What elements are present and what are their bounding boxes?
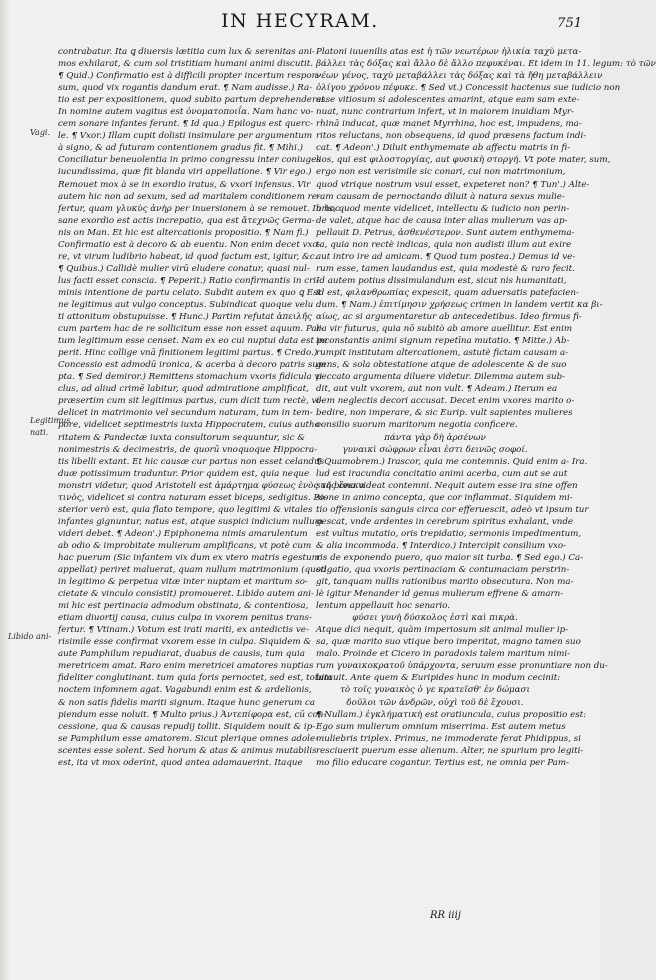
text-line: Platoni iuuenilis atas est ἡ τῶν νεωτέρων ἡλικία ταχὺ μετα- <box>316 47 582 57</box>
text-line: ram causam de pernoctando diluit à natura sexus mulie- <box>316 191 565 202</box>
text-line: sum, quod vix rogantis dandum erat. ¶ Nam audisse.) Ra- <box>58 83 313 94</box>
text-line: sa, quæ marito suo vtique bero imperitat, magno tamen suo <box>316 637 581 648</box>
text-line: aut intro ire ad amicam. ¶ Quod tum postea.) Demus id ve- <box>316 251 576 262</box>
text-line: le. ¶ Vxor.) Illam cupit dolisti insimulare per argumentum <box>58 131 313 142</box>
text-line: sane exordio est actis increpatio, qua est ἄτεχνῶς Germa- <box>58 215 315 226</box>
text-line: esse vitiosum si adolescentes amarint, atque eam sam exte- <box>316 95 580 106</box>
text-line: Confirmatio est à decoro & ab euentu. Non enim decet vxo- <box>58 239 321 250</box>
text-line: nonimestris & decimestris, de quorū vnoquoque Hippocra- <box>58 444 318 455</box>
text-line: rhinā inducat, quæ manet Myrrhina, hoc est, impudens, ma- <box>316 119 582 130</box>
margin-note-legitimus: Legitimus <box>30 416 71 425</box>
text-line: clus, ad aliud crimē labitur, quod admiratione amplificat, <box>58 384 309 395</box>
text-line: tio est per expositionem, quod subito partum deprehenderat. <box>58 95 328 106</box>
text-line: monstri videtur, quod Aristoteli est ἀμάρτημα φύσεως ἑνὸς τῆς ἕνεκα <box>58 480 365 491</box>
text-line: meretricem amat. Raro enim meretricei amatores nuptias <box>58 661 314 672</box>
text-line: ritos reluctans, non obsequens, id quod præsens factum indi- <box>316 131 587 142</box>
text-line: ¶ Quibus.) Callidè mulier virū eludere conatur, quasi nul- <box>58 263 310 274</box>
text-line: nis on Man. Et hic est altercationis propositio. ¶ Nam fi.) <box>58 227 309 238</box>
text-line: ris de exponendo puero, quo maior sit turba. ¶ Sed ego.) Ca- <box>316 552 584 563</box>
text-line: minis intentione de partu celato. Subdit autem ex quo ꝗ Est <box>58 287 322 298</box>
text-line: cum partem hac de re sollicitum esse non esset aquum. Par- <box>58 324 324 335</box>
page-header <box>0 10 600 40</box>
text-line: ¶ Quid.) Confirmatio est à difficili propter incertum respon- <box>58 71 321 82</box>
text-line: etiam diuortij causa, cuius culpa in vxorem penitus trans- <box>58 613 312 624</box>
text-line: dum. ¶ Nam.) ἐπιτίμησιν χρήσεως crimen in landem vertit κα βι- <box>316 299 603 310</box>
text-line: Atque dici nequit, quàm imperiosum sit animal mulier ip- <box>316 625 569 636</box>
text-line: lus facti esset conscia. ¶ Peperit.) Ratio confirmantis in cri- <box>58 275 319 286</box>
text-line: in legitimo & perpetua vitæ inter nuptam et maritum so- <box>58 577 308 588</box>
text-line: Remouet mox à se in exordio iratus, & vxori infensus. Vir <box>58 179 311 190</box>
text-line: fertur. ¶ Vtinam.) Votum est irati mariti, ex antedictis ve- <box>58 625 309 636</box>
text-line: lentum appellauit hoc senario. <box>316 601 451 612</box>
text-line: re, vt virum ludibrio habeat, id quod factum est, igitur, &c. <box>58 251 318 262</box>
text-line: stigatio, qua vxoris pertinaciam & contumaciam perstrin- <box>316 565 570 576</box>
text-line: γυναικὶ σώφρων εἶναι ἐστι δεινῶς σοφοί. <box>342 444 528 455</box>
text-line: noctem infomnem agat. Vagabundi enim est & ardelionis, <box>58 685 312 696</box>
text-line: rumpit institutam altercationem, astutè fictam causam a- <box>316 348 569 359</box>
text-line: cem sonare infantes ferunt. ¶ Id qua.) Epilogus est querc- <box>58 119 313 130</box>
commentary-column-left <box>58 46 365 946</box>
text-line: hac puerum (Sic infantem vix dum ex vtero matris egestum <box>58 552 320 563</box>
text-line: ¶ Quamobrem.) Irascor, quia me contemnis. Quid enim a- Ira. <box>316 456 588 467</box>
text-line: mi hic est pertinacia admodum obstinata, & contentiosa, <box>58 601 309 612</box>
text-line: & non satis fidelis mariti signum. Itaque hunc generum ca <box>58 697 316 708</box>
text-line: Id autem potius dissimulandum est, sicut nis humanitati, <box>316 275 567 286</box>
text-line: Concessio est admodū ironica, & acerba à decoro patris sum <box>58 360 327 371</box>
text-line: In nomine autem vagitus est ὀνοματοποιΐα. Nam hanc vo- <box>58 107 314 118</box>
text-line: cessione, qua & causas repudij tollit. Siquidem nouit & ip- <box>58 721 316 732</box>
text-line: ab odio & improbitate mulierum amplificans, vt potè cum <box>58 540 312 551</box>
page-number: 751 <box>557 16 582 31</box>
text-line: præsertim cum sit legitimus partus, cum dicit tum rectè, vi- <box>58 396 323 407</box>
text-line: git, tanquam nullis rationibus marito obsecutura. Non ma- <box>316 577 574 588</box>
text-line: aute Pamphilum repudiarat, duabus de causis, tum quia <box>58 649 305 660</box>
text-line: Ego sum mulierum omnium miserrima. Est autem metus <box>316 721 566 732</box>
text-line: δοῦλοι τῶν ἀνδρῶν, οὐχὶ τοῦ δὲ ἔχουσι. <box>346 697 524 708</box>
text-line: τὸ τοῖς γυναικὸς ὁ γε κρατεῖσθ' ἐν δώμασι <box>340 685 530 696</box>
text-line: tum legitimum esse censet. Nam ex eo cui nuptui data est pe <box>58 336 328 347</box>
text-line: pta. ¶ Sed demiror.) Remittens stomachum vxoris fidicula vi <box>58 372 323 383</box>
running-head: IN HECYRAM. <box>221 10 379 32</box>
text-line: ¶ Nullam.) ἐγκλήματικὴ est oratiuncula, cuius propositio est: <box>316 709 587 720</box>
text-line: piendum esse noluit. ¶ Multo prius.) Ἀντεπίφορα est, cū con- <box>58 709 327 720</box>
text-line: pellauit D. Petrus, ἀσθενέστερον. Sunt autem enthymema- <box>316 227 575 238</box>
text-line: bedire, non imperare, & sic Eurip. vult sapientes mulieres <box>316 408 573 419</box>
text-line: πάντα γὰρ δὴ ἀρσένων <box>384 432 486 443</box>
text-line: scentes esse solent. Sed horum & atas & animus mutabilis <box>58 745 317 756</box>
text-line: sua bona videat contemni. Nequit autem esse ira sine offen <box>316 480 578 491</box>
text-line: mos exhilarat, & cum sol tristitiam humani animi discutit. <box>58 59 314 70</box>
text-line: & alia incommoda. ¶ Interdico.) Intercipit consilium vxo- <box>316 540 567 551</box>
text-line: ne legitimus aut vulgo conceptus. Subindicat quoque velu <box>58 299 314 310</box>
margin-note-vagitus: Vagi. <box>30 128 51 137</box>
text-line: est, ita vt mox oderint, quod antea adamauerint. Itaque <box>58 757 303 768</box>
text-line: gescat, vnde ardentes in cerebrum spiritus exhalant, vnde <box>316 516 574 527</box>
text-line: contrabatur. Ita ꝗ diuersis lætitia cum lux & serenitas ani- <box>58 47 315 57</box>
text-line: mo filio educare cogantur. Tertius est, ne omnia per Pam- <box>316 757 570 768</box>
text-line: ti attonitum obstupuisse. ¶ Hunc.) Partim refutat ἀπειλῆς <box>58 312 312 323</box>
text-line: est vultus mutatio, oris trepidatio, sermonis impedimentum, <box>316 528 582 539</box>
text-line: cat. ¶ Adeon'.) Diluit enthymemate ab affectu matris in fi- <box>316 143 571 154</box>
text-line: risimile esse confirmat vxorem esse in culpa. Siquidem & <box>58 637 312 648</box>
commentary-column-right <box>316 46 656 946</box>
text-line: autem hic non ad sexum, sed ad maritalem conditionem re- <box>58 191 320 202</box>
text-line: ergo non est verisimile sic conari, cui non matrimonium, <box>316 167 566 178</box>
text-line: videri debet. ¶ Adeon'.) Epiphonema nimis amarulentum <box>58 528 308 539</box>
text-line: gens, & sola obtestatione atque de adolescente & de suo <box>316 360 567 371</box>
text-line: dit, aut vult vxorem, aut non vult. ¶ Adeam.) Iterum ea <box>316 384 558 395</box>
text-line: muliebris triplex. Primus, ne immoderate ferat Phidippus, si <box>316 733 582 744</box>
text-line: peccato argumenta diluere videtur. Dilemma autem sub- <box>316 372 566 383</box>
text-line: lè igitur Menander id genus mulierum effrene & amarn- <box>316 589 564 600</box>
text-line: φύσει γυνὴ δύσκολος ἐστὶ καὶ πικρὰ. <box>352 613 518 624</box>
text-line: à signo, & ad futuram contentionem gradus fit. ¶ Mihi.) <box>58 143 304 154</box>
text-line: de valet, atque hac de causa inter alias mulierum vas ap- <box>316 215 568 226</box>
text-line: cietate & vinculo consistit) promoueret. Libido autem ani- <box>58 589 314 600</box>
text-line: duæ potissimum traduntur. Prior quidem est, quia neque <box>58 468 310 479</box>
text-line: tio offensionis sanguis circa cor efferuescit, adeò vt ipsum tur <box>316 504 589 515</box>
text-line: nuat, nunc contrarium infert, vt in maiorem inuidiam Myr- <box>316 107 574 118</box>
text-line: βάλλει τὰς δόξας καὶ ἄλλο δὲ ἄλλο πεφυκέναι. Et idem in 11. legum: τὸ τῶν <box>316 59 656 70</box>
text-line: ta, quia non rectè indicas, quia non audisti illum aut exire <box>316 239 572 250</box>
text-line: ὀλίγου χρόνου πέφυκε. ¶ Sed vt.) Concessit hactenus sue iudicio non <box>316 83 621 94</box>
text-line: ritatem & Pandectæ iuxta consultorum sequuntur, sic & <box>58 432 305 443</box>
page-edge-shadow <box>0 0 10 980</box>
text-line: fertur, quam γλυκὺς ἀνὴρ per inuersionem à se remouet. In hoc <box>58 203 340 214</box>
text-line: bitauit. Ante quem & Euripides hunc in modum cecinit: <box>316 673 561 684</box>
text-line: delicet in matrimonio vel secundum naturam, tum in tem- <box>58 408 313 419</box>
text-line: id est, φιλανθρωπίας expescit, quam aduersatis patefacien- <box>316 287 579 298</box>
text-line: dem neglectis decori accusat. Decet enim vxores marito o- <box>316 396 575 407</box>
text-line: sione in animo concepta, que cor inflammat. Siquidem mi- <box>316 492 573 503</box>
text-line: se Pamphilum esse amatorem. Sicut plerique omnes adole- <box>58 733 319 744</box>
text-line: lud est iracundia concitatio animi acerba, cum aut se aut <box>316 468 568 479</box>
margin-note-nati: nati. <box>30 428 49 437</box>
text-line: inconstantis animi signum repetīna mutatio. ¶ Mitte.) Ab- <box>316 336 570 347</box>
text-line: quod vtrique nostrum vsui esset, expeteret non? ¶ Tun'.) Alte- <box>316 179 590 190</box>
text-line: rum γυναικοκρατοῦ ὑπάρχοντα, seruum esse pronuntiare non du- <box>316 661 608 672</box>
text-line: τινὸς, videlicet si contra naturam esset biceps, sedigitus. Po- <box>58 492 328 503</box>
text-line: lia vir futurus, quia nō subitò ab amore auellitur. Est enim <box>316 324 573 335</box>
text-line: consilio suorum maritorum negotia conficere. <box>316 420 518 431</box>
margin-note-libido: Libido ani- <box>8 632 52 641</box>
text-line: appellat) periret maluerat, quam nullum matrimonium (quod <box>58 565 327 576</box>
text-line: tis libelli extant. Et hic causæ cur partus non esset celandus <box>58 456 325 467</box>
text-line: Conciliatur beneuolentia in primo congressu inter coniuges <box>58 155 321 166</box>
text-line: bris, quod mente videlicet, intellectu & iudicio non perin- <box>316 203 570 214</box>
text-line: pore, videlicet septimestris iuxta Hippocratem, cuius autho- <box>58 420 323 431</box>
text-line: αίως, ac si argumentaretur ab antecedetibus. Ideo firmus fi- <box>316 312 582 323</box>
text-line: malo. Proinde et Cicero in paradoxis talem maritum nimi- <box>316 649 571 660</box>
text-line: sterior verò est, quia flato tempore, quo legitimi & vitales <box>58 504 313 515</box>
text-line: perit. Hinc collige vnā finitionem legitimi partus. ¶ Credo.) <box>58 348 318 359</box>
catchword: RR iiij <box>430 910 461 921</box>
text-line: rum esse, tamen laudandus est, quia modestè & raro fecit. <box>316 263 575 274</box>
text-line: iucundissima, quæ fit blanda viri appellatione. ¶ Vir ego.) <box>58 167 312 178</box>
text-line: νέων γένος, ταχὺ μεταβάλλει τὰς δόξας καὶ τὰ ἤθη μεταβάλλειν <box>316 71 603 82</box>
text-line: resciuerit puerum esse alienum. Alter, ne spurium pro legiti- <box>316 745 584 756</box>
text-line: fideliter conglutinant. tum quia foris pernoctet, sed est, totam <box>58 673 332 684</box>
text-line: infantes gignuntur, natus est, atque suspici indicium nullum <box>58 516 323 527</box>
text-line: lios, qui est φιλοστοργίας, aut φυσικὴ στοργή. Vt pote mater, sum, <box>316 155 611 166</box>
